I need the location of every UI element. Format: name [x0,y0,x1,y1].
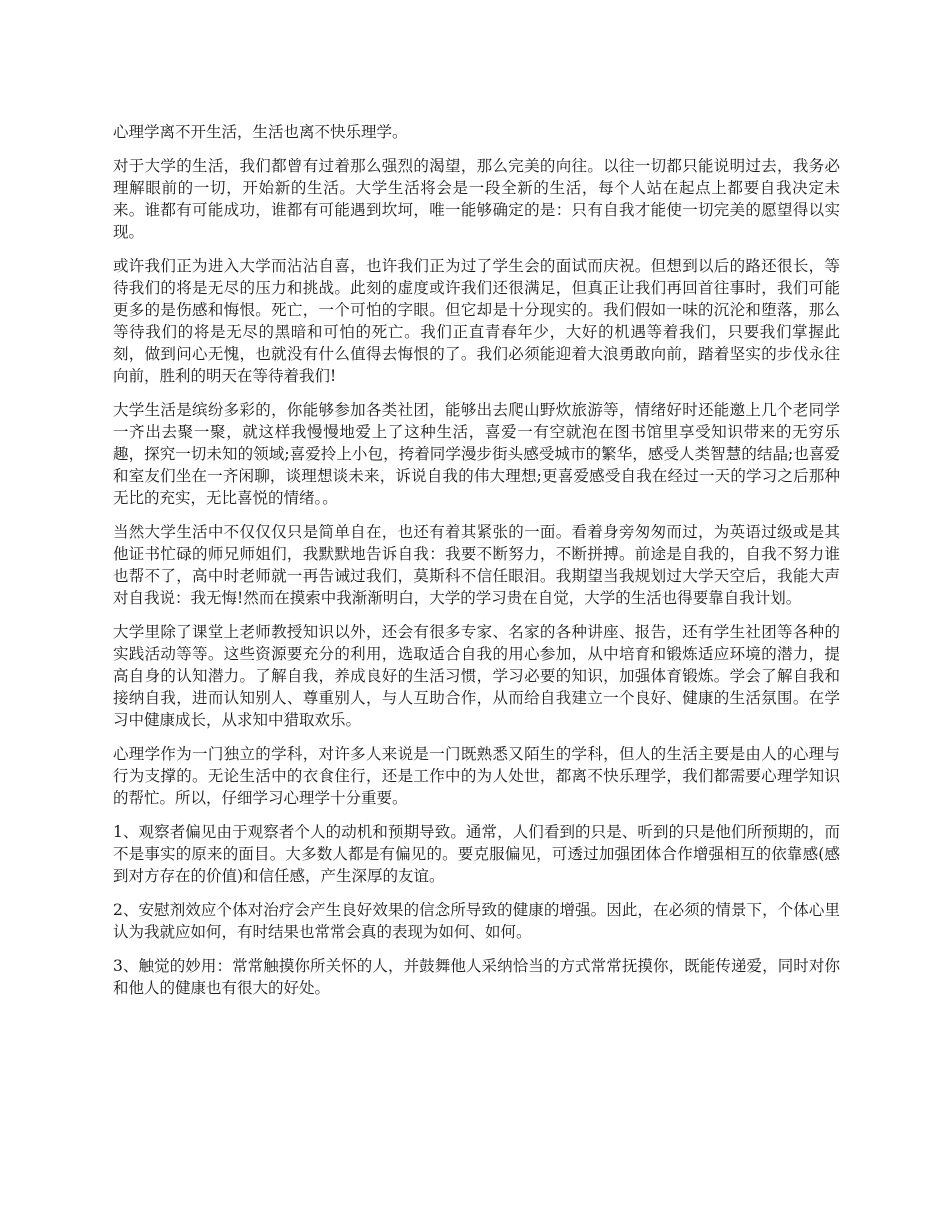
paragraph-observer-bias: 1、观察者偏见由于观察者个人的动机和预期导致。通常，人们看到的只是、听到的只是他们所预期的，而不是事实的原来的面目。大多数人都是有偏见的。要克服偏见，可透过加强团体合作增强相互的依靠感(感到对方存在的价值)和信任感，产生深厚的友谊。 [113,823,840,885]
paragraph-colorful-life: 大学生活是缤纷多彩的，你能够参加各类社团，能够出去爬山野炊旅游等，情绪好时还能邀上几个老同学一齐出去聚一聚，就这样我慢慢地爱上了这种生活，喜爱一有空就泡在图书馆里享受知识带来的无穷乐趣，探究一切未知的领域;喜爱拎上小包，挎着同学漫步街头感受城市的繁华，感受人类智慧的结晶;也喜爱和室友们坐在一齐闲聊，谈理想谈未来，诉说自我的伟大理想;更喜爱感受自我在经过一天的学习之后那种无比的充实，无比喜悦的情绪。。 [113,401,840,507]
paragraph-psychology: 心理学作为一门独立的学科，对许多人来说是一门既熟悉又陌生的学科，但人的生活主要是由人的心理与行为支撑的。无论生活中的衣食住行，还是工作中的为人处世，都离不快乐理学，我们都需要心理学知识的帮忙。所以，仔细学习心理学十分重要。 [113,745,840,807]
paragraph-touch: 3、触觉的妙用：常常触摸你所关怀的人，并鼓舞他人采纳恰当的方式常常抚摸你，既能传递爱，同时对你和他人的健康也有很大的好处。 [113,957,840,997]
paragraph-tension: 当然大学生活中不仅仅仅只是简单自在，也还有着其紧张的一面。看着身旁匆匆而过，为英语过级或是其他证书忙碌的师兄师姐们，我默默地告诉自我：我要不断努力，不断拼搏。前途是自我的，自我不努力谁也帮不了，高中时老师就一再告诫过我们，莫斯科不信任眼泪。我期望当我规划过大学天空后，我能大声对自我说：我无悔!然而在摸索中我渐渐明白，大学的学习贵在自觉，大学的生活也得要靠自我计划。 [113,523,840,607]
paragraph-resources: 大学里除了课堂上老师教授知识以外，还会有很多专家、名家的各种讲座、报告，还有学生社团等各种的实践活动等等。这些资源要充分的利用，选取适合自我的用心参加，从中培育和锻炼适应环境的潜力，提高自身的认知潜力。了解自我，养成良好的生活习惯，学习必要的知识，加强体育锻炼。学会了解自我和接纳自我，进而认知别人、尊重别人，与人互助合作，从而给自我建立一个良好、健康的生活氛围。在学习中健康成长，从求知中猎取欢乐。 [113,623,840,729]
document-body [113,121,840,1011]
paragraph-challenges: 或许我们正为进入大学而沾沾自喜，也许我们正为过了学生会的面试而庆祝。但想到以后的路还很长，等待我们的将是无尽的压力和挑战。此刻的虚度或许我们还很满足，但真正让我们再回首往事时，我们可能更多的是伤感和悔恨。死亡，一个可怕的字眼。但它却是十分现实的。我们假如一味的沉沦和堕落，那么等待我们的将是无尽的黑暗和可怕的死亡。我们正直青春年少，大好的机遇等着我们，只要我们掌握此刻，做到问心无愧，也就没有什么值得去悔恨的了。我们必须能迎着大浪勇敢向前，踏着坚实的步伐永往向前，胜利的明天在等待着我们! [113,257,840,385]
paragraph-intro: 心理学离不开生活，生活也离不快乐理学。 [113,123,408,141]
paragraph-longing: 对于大学的生活，我们都曾有过着那么强烈的渴望，那么完美的向往。以往一切都只能说明过去，我务必理解眼前的一切，开始新的生活。大学生活将会是一段全新的生活，每个人站在起点上都要自我决定未来。谁都有可能成功，谁都有可能遇到坎坷，唯一能够确定的是：只有自我才能使一切完美的愿望得以实现。 [113,157,840,241]
paragraph-placebo: 2、安慰剂效应个体对治疗会产生良好效果的信念所导致的健康的增强。因此，在必须的情景下，个体心里认为我就应如何，有时结果也常常会真的表现为如何、如何。 [113,901,840,941]
